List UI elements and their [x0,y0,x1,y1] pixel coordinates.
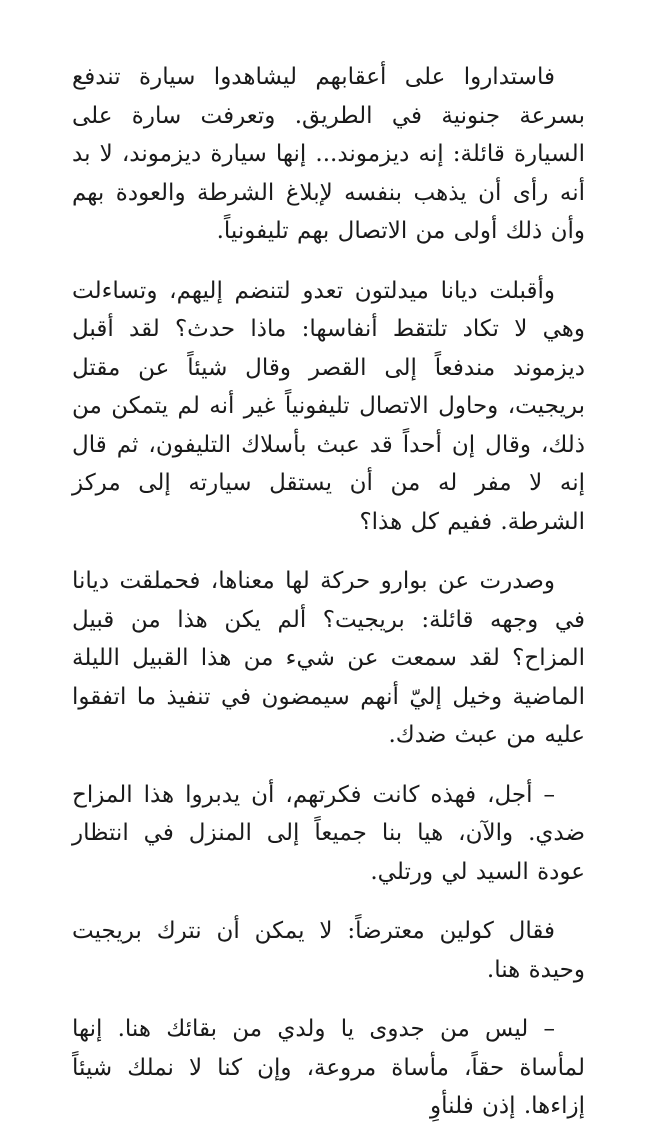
paragraph-5: فقال كولين معترضاً: لا يمكن أن نترك بريجيت وحيدة هنا. [72,918,585,983]
paragraph-6: – ليس من جدوى يا ولدي من بقائك هنا. إنها لمأساة حقاً، مأساة مروعة، وإن كنا لا نملك شيئاً إزاءها. إذن فلنأوِ [72,1016,585,1119]
paragraph-1: فاستداروا على أعقابهم ليشاهدوا سيارة تندفع بسرعة جنونية في الطريق. وتعرفت سارة على السيارة قائلة: إنه ديزموند... إنها سيارة ديزموند، لا بد أنه رأى أن يذهب بنفسه لإبلاغ الشرطة والعودة بهم وأن ذلك أولى من الاتصال بهم تليفونياً. [72,64,585,244]
paragraph-4: – أجل، فهذه كانت فكرتهم، أن يدبروا هذا المزاح ضدي. والآن، هيا بنا جميعاً إلى المنزل في انتظار عودة السيد لي ورتلي. [72,781,585,885]
paragraph-3: وصدرت عن بوارو حركة لها معناها، فحملقت ديانا في وجهه قائلة: بريجيت؟ ألم يكن هذا من قبيل المزاح؟ لقد سمعت عن شيء من هذا القبيل الليلة الماضية وخيل إليّ أنهم سيمضون في تنفيذ ما اتفقوا عليه من عبث ضدك. [72,568,585,748]
paragraph-2: وأقبلت ديانا ميدلتون تعدو لتنضم إليهم، وتساءلت وهي لا تكاد تلتقط أنفاسها: ماذا حدث؟ لقد أقبل ديزموند مندفعاً إلى القصر وقال شيئاً عن مقتل بريجيت، وحاول الاتصال تليفونياً غير أنه لم يتمكن من ذلك، وقال إن أحداً قد عبث بأسلاك التليفون، ثم قال إنه لا مفر له من أن يستقل سيارته إلى مركز الشرطة. ففيم كل هذا؟ [72,277,585,535]
